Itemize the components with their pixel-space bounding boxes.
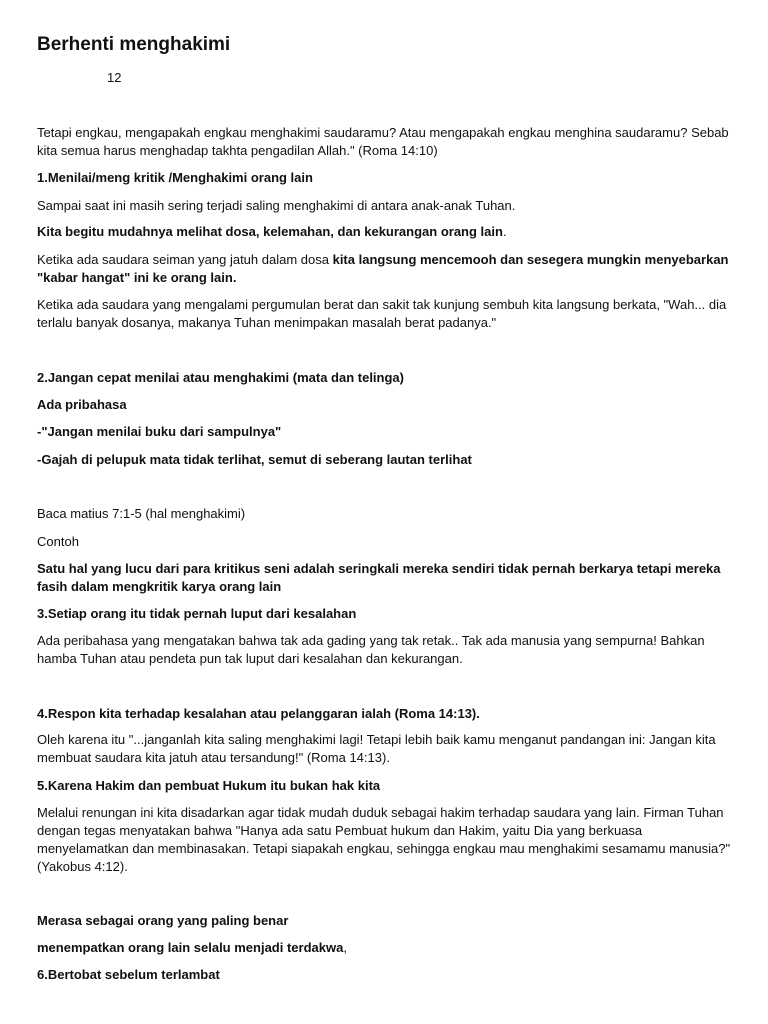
heading-5	[37, 777, 732, 795]
heading-3	[37, 605, 732, 623]
paragraph-7: Melalui renungan ini kita disadarkan agar tidak mudah duduk sebagai hakim terhadap saudara yang lain. Firman Tuhan dengan tegas menyatakan bahwa "Hanya ada satu Pembuat hukum dan Hakim, yaitu Dia yang berkuasa menyelamatkan dan membinasakan. Tetapi siapakah engkau, sehingga engkau mau menghakimi sesamamu manusia?" (Yakobus 4:12).	[37, 805, 731, 874]
heading-1-text: 1.Menilai/meng kritik /Menghakimi orang lain	[37, 170, 313, 185]
page-title: Berhenti menghakimi	[37, 34, 231, 55]
proverb-label	[37, 396, 732, 414]
example-text	[37, 560, 732, 596]
proverb-1	[37, 423, 732, 441]
heading-3-text: 3.Setiap orang itu tidak pernah luput dari kesalahan	[37, 606, 357, 621]
heading-4	[37, 705, 732, 723]
page-number: 12	[107, 70, 122, 85]
paragraph-3-start: Ketika ada saudara seiman yang jatuh dalam dosa	[37, 252, 333, 267]
paragraph-9-tail: ,	[343, 940, 347, 955]
proverb-label-text: Ada pribahasa	[37, 397, 127, 412]
paragraph-1: Sampai saat ini masih sering terjadi saling menghakimi di antara anak-anak Tuhan.	[37, 198, 516, 213]
paragraph-2	[37, 223, 732, 241]
heading-6-text: 6.Bertobat sebelum terlambat	[37, 967, 220, 982]
heading-2	[37, 369, 732, 387]
heading-2-text: 2.Jangan cepat menilai atau menghakimi (mata dan telinga)	[37, 370, 404, 385]
example-text-bold: Satu hal yang lucu dari para kritikus seni adalah seringkali mereka sendiri tidak pernah berkarya tetapi mereka fasih dalam mengkritik karya orang lain	[37, 561, 721, 594]
proverb-2	[37, 451, 732, 469]
paragraph-2-tail: .	[502, 224, 507, 239]
paragraph-3-bold: kita langsung mencemooh dan sesegera mungkin menyebarkan "kabar hangat" ini ke orang lain.	[37, 252, 729, 285]
paragraph-3	[37, 251, 732, 287]
paragraph-2-bold: Kita begitu mudahnya melihat dosa, kelemahan, dan kekurangan orang lain	[37, 224, 503, 239]
paragraph-6: Oleh karena itu "...janganlah kita saling menghakimi lagi! Tetapi lebih baik kamu menganut pandangan ini: Jangan kita membuat saudara kita jatuh atau tersandung!" (Roma 14:13).	[37, 732, 716, 765]
paragraph-9-bold: menempatkan orang lain selalu menjadi terdakwa	[37, 940, 344, 955]
intro-verse: Tetapi engkau, mengapakah engkau menghakimi saudaramu? Atau mengapakah engkau menghina saudaramu? Sebab kita semua harus menghadap takhta pengadilan Allah." (Roma 14:10)	[37, 125, 729, 158]
paragraph-8	[37, 912, 732, 930]
paragraph-5: Ada peribahasa yang mengatakan bahwa tak ada gading yang tak retak.. Tak ada manusia yang sempurna! Bahkan hamba Tuhan atau pendeta pun tak luput dari kesalahan dan kekurangan.	[37, 633, 705, 666]
heading-6	[37, 966, 732, 984]
example-label: Contoh	[37, 534, 79, 549]
heading-1	[37, 169, 732, 187]
proverb-2-text: -Gajah di pelupuk mata tidak terlihat, semut di seberang lautan terlihat	[37, 452, 472, 467]
paragraph-4: Ketika ada saudara yang mengalami pergumulan berat dan sakit tak kunjung sembuh kita langsung berkata, "Wah... dia terlalu banyak dosanya, makanya Tuhan menimpakan masalah berat padanya."	[37, 297, 727, 330]
heading-4-text: 4.Respon kita terhadap kesalahan atau pelanggaran ialah (Roma 14:13).	[37, 706, 480, 721]
proverb-1-text: -"Jangan menilai buku dari sampulnya"	[37, 424, 282, 439]
reading-reference: Baca matius 7:1-5 (hal menghakimi)	[37, 506, 246, 521]
paragraph-8-bold: Merasa sebagai orang yang paling benar	[37, 913, 289, 928]
paragraph-9	[37, 939, 732, 957]
heading-5-text: 5.Karena Hakim dan pembuat Hukum itu bukan hak kita	[37, 778, 381, 793]
